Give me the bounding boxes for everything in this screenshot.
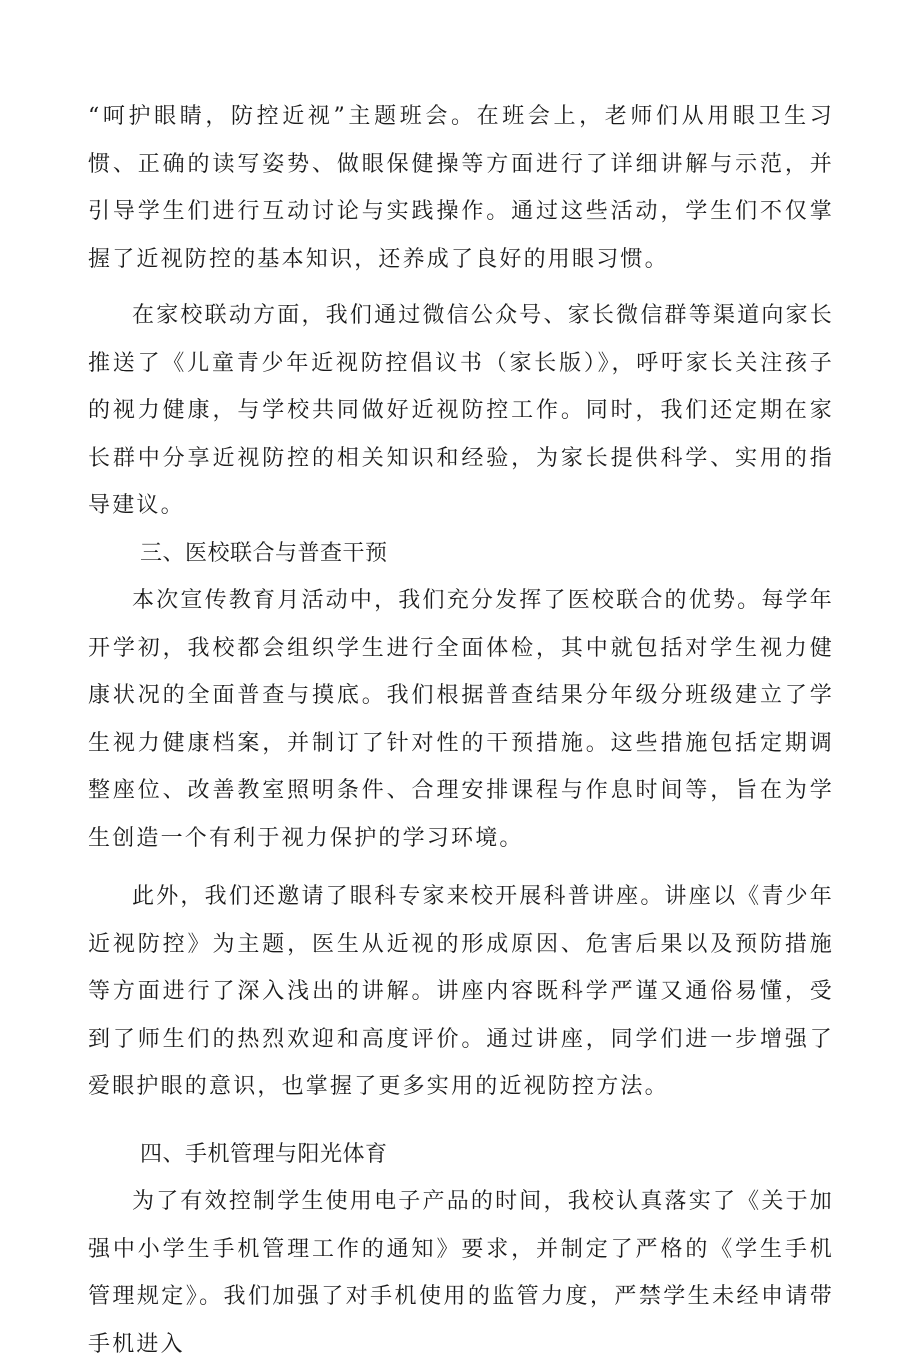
- section-heading: 三、医校联合与普查干预: [140, 540, 388, 566]
- body-paragraph: 此外，我们还邀请了眼科专家来校开展科普讲座。讲座以《青少年近视防控》为主题，医生从近视的形成原因、危害后果以及预防措施等方面进行了深入浅出的讲解。讲座内容既科学严谨又通俗易懂，受到了师生们的热烈欢迎和高度评价。通过讲座，同学们进一步增强了爱眼护眼的意识，也掌握了更多实用的近视防控方法。: [88, 884, 834, 1099]
- paragraph-spacer: [88, 283, 834, 292]
- body-paragraph: 本次宣传教育月活动中，我们充分发挥了医校联合的优势。每学年开学初，我校都会组织学生进行全面体检，其中就包括对学生视力健康状况的全面普查与摸底。我们根据普查结果分年级分班级建立了学生视力健康档案，并制订了针对性的干预措施。这些措施包括定期调整座位、改善教室照明条件、合理安排课程与作息时间等，旨在为学生创造一个有利于视力保护的学习环境。: [88, 588, 834, 851]
- section-heading: 四、手机管理与阳光体育: [140, 1141, 388, 1167]
- paragraph-spacer: [88, 1111, 834, 1131]
- paragraph-spacer: [88, 862, 834, 873]
- body-paragraph: 为了有效控制学生使用电子产品的时间，我校认真落实了《关于加强中小学生手机管理工作的通知》要求，并制定了严格的《学生手机管理规定》。我们加强了对手机使用的监管力度，严禁学生未经申请带手机进入: [88, 1189, 834, 1357]
- body-paragraph: “呵护眼睛，防控近视”主题班会。在班会上，老师们从用眼卫生习惯、正确的读写姿势、做眼保健操等方面进行了详细讲解与示范，并引导学生们进行互动讨论与实践操作。通过这些活动，学生们不仅掌握了近视防控的基本知识，还养成了良好的用眼习惯。: [88, 104, 834, 272]
- body-paragraph: 在家校联动方面，我们通过微信公众号、家长微信群等渠道向家长推送了《儿童青少年近视防控倡议书（家长版）》，呼吁家长关注孩子的视力健康，与学校共同做好近视防控工作。同时，我们还定期在家长群中分享近视防控的相关知识和经验，为家长提供科学、实用的指导建议。: [88, 303, 834, 518]
